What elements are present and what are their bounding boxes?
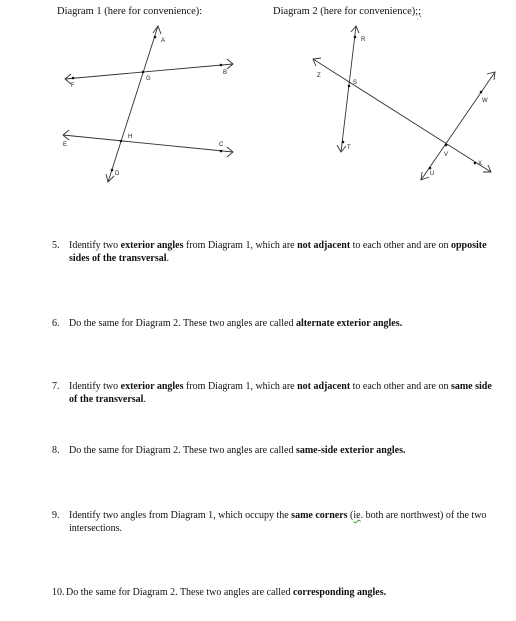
question-text-span: to each other and are on [350,381,451,392]
point-c [220,150,223,153]
question-9 [52,509,497,535]
diagram1-caption: Diagram 1 (here for convenience): [57,6,203,17]
question-text-span: to each other and are on [350,240,451,251]
question-number: 5. [52,240,60,251]
line-rst [341,26,356,152]
point-v [445,144,448,147]
question-text-span: from Diagram 1, which are [183,381,298,392]
point-g [142,71,145,74]
label-g: G [146,76,151,82]
question-6 [52,317,497,330]
point-w [480,91,483,94]
question-bold-term: same corners [291,510,348,521]
question-text [69,380,497,406]
question-text [69,509,497,535]
question-8 [52,444,497,457]
question-text-span: . both are northwest) of the two intersections. [69,510,487,534]
point-x [474,162,477,165]
line-ehc [63,135,233,152]
question-text-span: . [143,394,146,405]
transversal-ad [108,26,158,182]
point-u [429,167,432,170]
question-bold-term: same-side exterior angles. [295,445,406,456]
label-v: V [444,152,449,158]
question-text-span: Identify two angles from Diagram 1, which occupy the [69,510,292,521]
question-bold-term: alternate exterior angles. [295,318,403,329]
question-7 [52,380,497,406]
diagram2-caption [273,6,421,17]
label-e: E [63,142,68,148]
question-number: 9. [52,510,60,521]
label-s: S [353,80,358,86]
label-w: W [482,98,488,104]
label-c: C [219,142,224,148]
point-t [342,141,345,144]
question-text-span: ( [347,510,354,521]
label-a: A [161,38,166,44]
question-number: 10. [52,587,65,598]
question-text-span: Do the same for Diagram 2. These two angles are called [66,587,293,598]
diagram2 [305,20,500,188]
point-h [120,140,123,143]
transversal-zsvx [313,59,491,172]
label-b: B [223,70,228,76]
point-d [111,169,114,172]
question-text-span: Do the same for Diagram 2. These two angles are called [69,445,296,456]
question-text-span: Identify two [69,240,121,251]
question-text [69,444,497,457]
question-text [69,317,497,330]
diagram1 [55,20,240,188]
question-text-span: from Diagram 1, which are [183,240,298,251]
point-f [72,77,75,80]
question-text-span: Do the same for Diagram 2. These two angles are called [69,318,296,329]
label-r: R [361,37,366,43]
label-d: D [115,171,120,177]
question-bold-term: corresponding angles. [292,587,387,598]
question-bold-term: exterior angles [120,381,184,392]
label-z: Z [317,73,321,79]
question-text [69,239,497,265]
question-bold-term: not adjacent [297,381,351,392]
question-number: 6. [52,318,60,329]
question-bold-term: opposite sides of the transversal [69,240,487,264]
question-text [66,586,497,599]
question-text-span: . [166,253,169,264]
diagram2-caption-text: Diagram 2 (here for convenience) [273,6,416,17]
question-number: 8. [52,445,60,456]
question-10 [52,586,497,599]
line-wvu [421,72,495,180]
point-b [220,64,223,67]
label-u: U [430,171,435,177]
label-f: F [71,83,75,89]
question-5 [52,239,497,265]
label-x: X [478,161,483,167]
label-t: T [347,145,351,151]
question-bold-term: not adjacent [297,240,351,251]
point-r [354,36,357,39]
question-text-span: Identify two [69,381,121,392]
question-bold-term: exterior angles [120,240,184,251]
point-a [154,36,157,39]
spellcheck-mark: ;; [415,6,422,17]
point-s [348,85,351,88]
spellcheck-mark: ie [353,510,361,521]
label-h: H [128,134,133,140]
question-number: 7. [52,381,60,392]
question-bold-term: same side of the transversal [69,381,492,405]
